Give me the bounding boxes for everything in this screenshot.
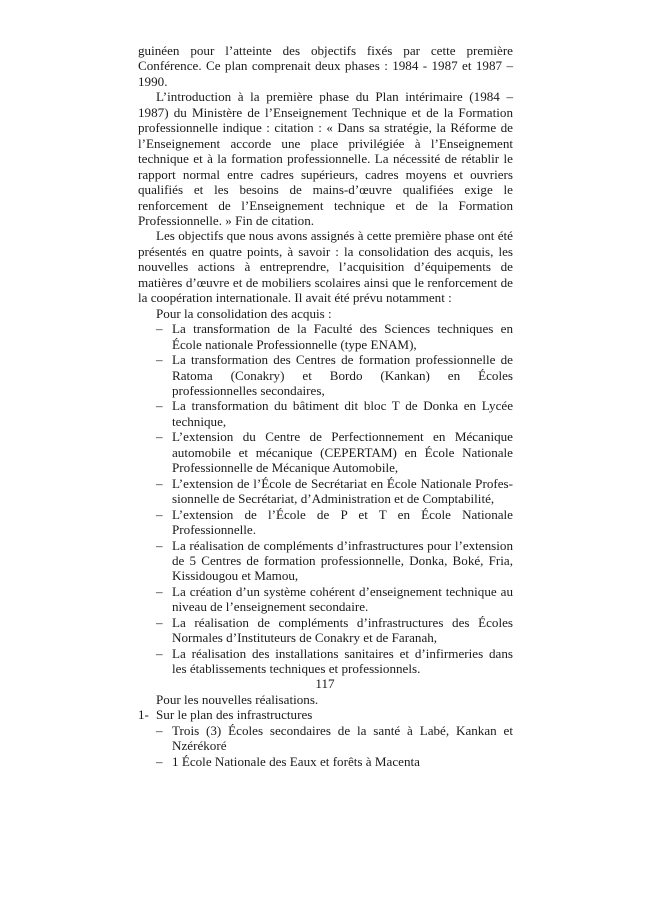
list-item: – 1 École Nationale des Eaux et forêts à Macenta: [172, 754, 513, 769]
list-item: – L’extension de l’École de P et T en École Nationale Professionnelle.: [172, 507, 513, 538]
paragraph-introduction: L’introduction à la première phase du Plan intérimaire (1984 – 1987) du Ministère de l’Enseignement Technique et de la Formation professionnelle indique : citation : « Dans sa stratégie, la Réforme de l’Enseignement accorde une place privilégiée à l’Enseignement technique et à la formation professionnelle. La nécessité de rétablir le rapport normal entre cadres supérieurs, cadres moyens et ouvriers qualifiés et les besoins de mains-d’œuvre qualifiées exige le renforcement de l’Enseignement technique et de la Formation Professionnelle. » Fin de citation.: [138, 89, 513, 228]
list-item: – Trois (3) Écoles secondaires de la santé à Labé, Kankan et Nzérékoré: [172, 723, 513, 754]
numbered-item: [138, 707, 513, 722]
list-item: – L’extension du Centre de Perfectionnement en Mécanique automobile et mécanique (CEPERTAM) en École Nationale Professionnelle de Mécanique Automobile,: [172, 429, 513, 475]
consolidation-heading: Pour la consolidation des acquis :: [156, 305, 332, 321]
list-item: – La réalisation des installations sanitaires et d’infirmeries dans les établissements techniques et professionnels.: [172, 646, 513, 677]
list-item: – L’extension de l’École de Secrétariat en École Nationale Profes-sionnelle de Secrétariat, d’Administration et de Comptabilité,: [172, 476, 513, 507]
numbered-label: 1-: [138, 707, 149, 723]
list-item: – La création d’un système cohérent d’enseignement technique au niveau de l’enseignement secondaire.: [172, 584, 513, 615]
document-page: [138, 43, 513, 769]
nouvelles-list: [138, 723, 513, 769]
consolidation-list: [138, 321, 513, 676]
paragraph-continuation: guinéen pour l’atteinte des objectifs fixés par cette première Conférence. Ce plan comprenait deux phases : 1984 - 1987 et 1987 – 1990.: [138, 43, 513, 89]
numbered-text: Sur le plan des infrastructures: [156, 707, 313, 723]
paragraph-objectifs: Les objectifs que nous avons assignés à cette première phase ont été présentés en quatre points, à savoir : la consolidation des acquis, les nouvelles actions à entreprendre, l’acquisition d’équipements de matières d’œuvre et de mobiliers scolaires ainsi que le renforcement de la coopération internationale. Il avait été prévu notamment :: [138, 228, 513, 306]
list-item: – La transformation du bâtiment dit bloc T de Donka en Lycée technique,: [172, 398, 513, 429]
list-item: – La transformation de la Faculté des Sciences techniques en École nationale Professionnelle (type ENAM),: [172, 321, 513, 352]
list-item: – La réalisation de compléments d’infrastructures pour l’extension de 5 Centres de formation professionnelle, Donka, Boké, Fria, Kissidougou et Mamou,: [172, 538, 513, 584]
list-item: – La réalisation de compléments d’infrastructures des Écoles Normales d’Instituteurs de Conakry et de Faranah,: [172, 615, 513, 646]
page-number: 117: [315, 676, 335, 691]
nouvelles-heading: Pour les nouvelles réalisations.: [156, 692, 319, 708]
list-item: – La transformation des Centres de formation professionnelle de Ratoma (Conakry) et Bordo (Kankan) en Écoles professionnelles secondaires,: [172, 352, 513, 398]
